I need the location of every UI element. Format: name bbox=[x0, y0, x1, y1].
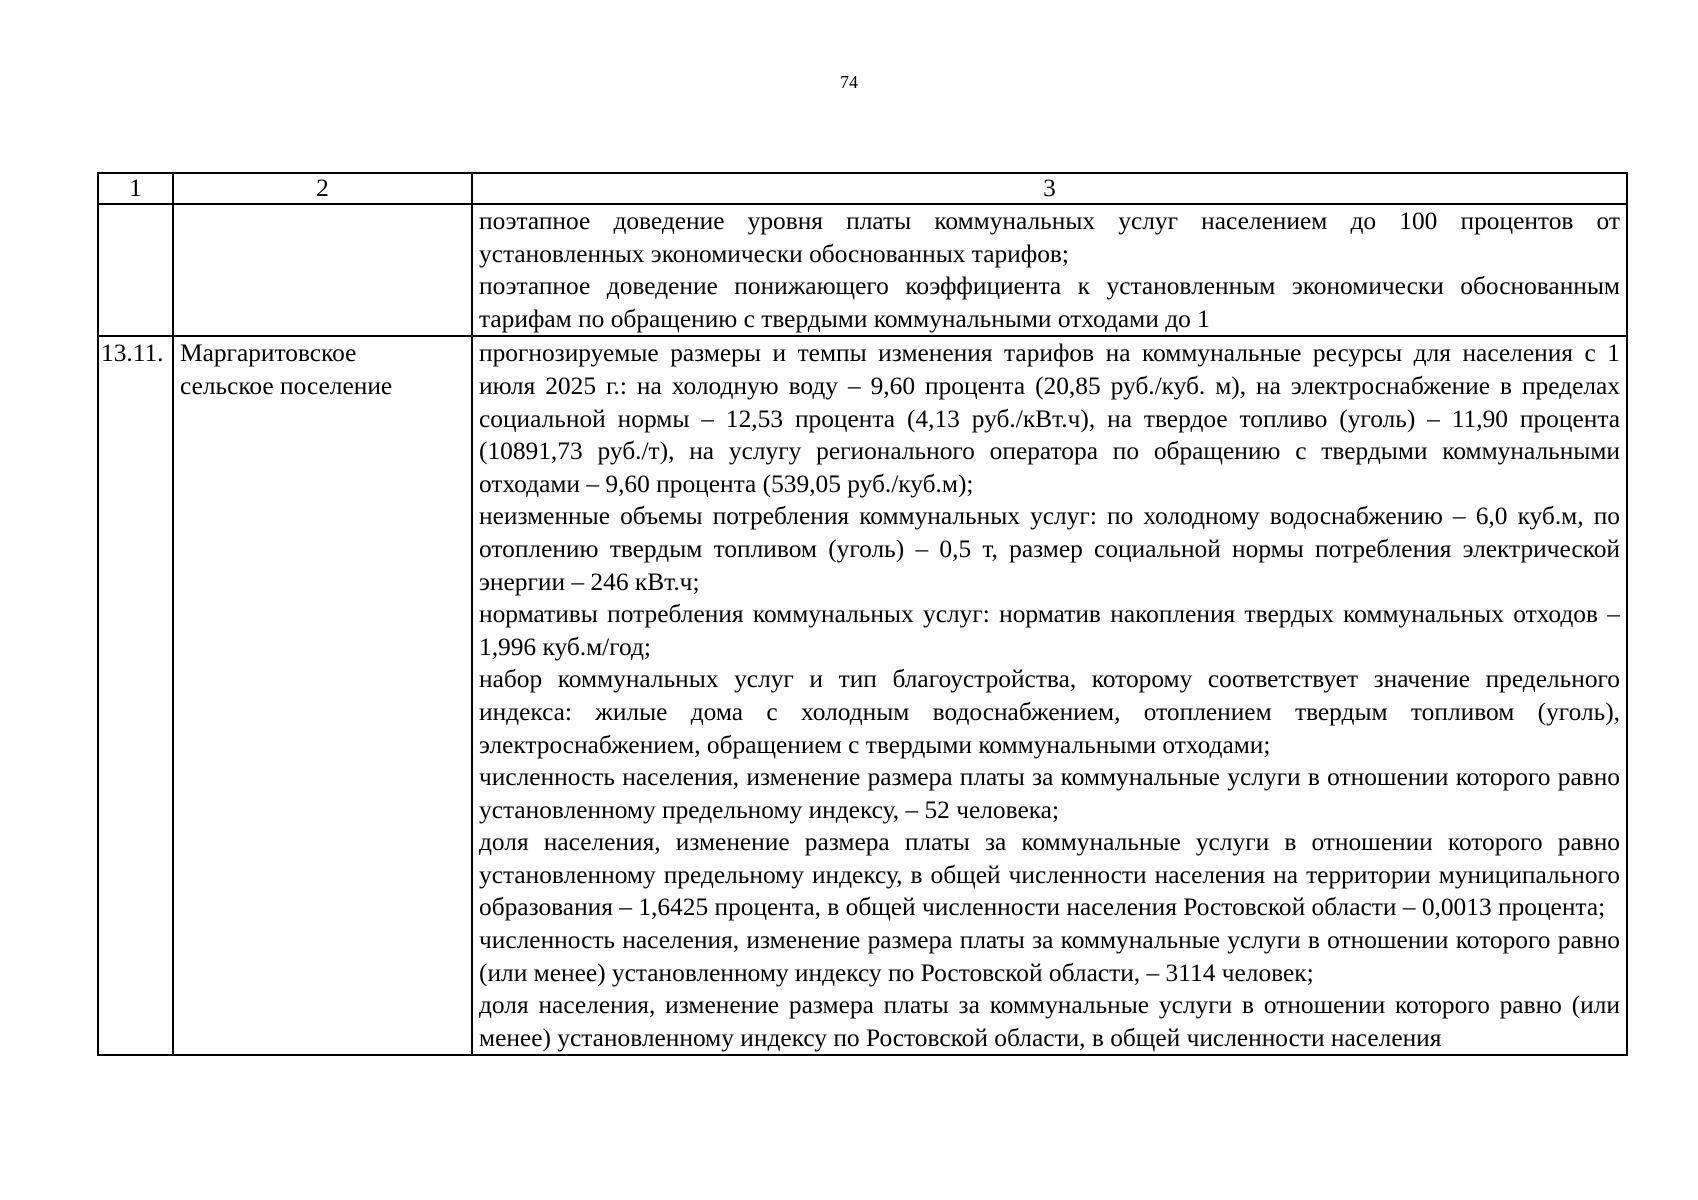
entry-paragraph-4: набор коммунальных услуг и тип благоустройства, которому соответствует значение предельного индекса: жилые дома с холодным водоснабжением, отоплением твердым топливом (уголь), электроснабжением, обращением с твердыми коммунальными отходами; bbox=[479, 665, 1620, 759]
entry-content-cell bbox=[472, 336, 1627, 1055]
entry-paragraph-1: прогнозируемые размеры и темпы изменения тарифов на коммунальные ресурсы для населения с 1 июля 2025 г.: на холодную воду – 9,60 процента (20,85 руб./куб. м), на электроснабжение в пределах социальной нормы – 12,53 процента (4,13 руб./кВт.ч), на твердое топливо (уголь) – 11,90 процента (10891,73 руб./т), на услугу регионального оператора по обращению с твердыми коммунальными отходами – 9,60 процента (539,05 руб./куб.м); bbox=[479, 339, 1620, 498]
entry-paragraph-8: доля населения, изменение размера платы за коммунальные услуги в отношении которого равно (или менее) установленному индексу по Ростовской области, в общей численности населения bbox=[479, 991, 1620, 1052]
entry-paragraph-3: нормативы потребления коммунальных услуг: норматив накопления твердых коммунальных отходов – 1,996 куб.м/год; bbox=[479, 600, 1620, 661]
continuation-paragraph-2: поэтапное доведение понижающего коэффициента к установленным экономически обоснованным тарифам по обращению с твердыми коммунальными отходами до 1 bbox=[479, 272, 1620, 333]
entry-name-line-2: сельское поселение bbox=[180, 371, 393, 400]
document-table bbox=[97, 172, 1628, 1056]
entry-paragraph-6: доля населения, изменение размера платы за коммунальные услуги в отношении которого равно установленному предельному индексу, в общей численности населения на территории муниципального образования – 1,6425 процента, в общей численности населения Ростовской области – 0,0013 процента; bbox=[479, 828, 1620, 922]
entry-name-cell bbox=[173, 336, 472, 1055]
continuation-name-cell bbox=[173, 204, 472, 336]
continuation-paragraph-1: поэтапное доведение уровня платы коммунальных услуг населением до 100 процентов от установленных экономически обоснованных тарифов; bbox=[479, 207, 1620, 268]
entry-paragraph-5: численность населения, изменение размера платы за коммунальные услуги в отношении которого равно установленному предельному индексу, – 52 человека; bbox=[479, 763, 1620, 824]
continuation-row bbox=[98, 204, 1627, 336]
entry-row-13-11 bbox=[98, 336, 1627, 1055]
entry-paragraph-7: численность населения, изменение размера платы за коммунальные услуги в отношении которого равно (или менее) установленному индексу по Ростовской области, – 3114 человек; bbox=[479, 926, 1620, 987]
entry-paragraph-2: неизменные объемы потребления коммунальных услуг: по холодному водоснабжению – 6,0 куб.м, по отоплению твердым топливом (уголь) – 0,5 т, размер социальной нормы потребления электрической энергии – 246 кВт.ч; bbox=[479, 502, 1620, 596]
header-cell-2: 2 bbox=[173, 173, 472, 204]
header-cell-3: 3 bbox=[472, 173, 1627, 204]
page-number: 74 bbox=[840, 72, 858, 92]
entry-number-cell: 13.11. bbox=[98, 336, 173, 1055]
continuation-number-cell bbox=[98, 204, 173, 336]
header-cell-1: 1 bbox=[98, 173, 173, 204]
continuation-content-cell bbox=[472, 204, 1627, 336]
entry-name-line-1: Маргаритовское bbox=[180, 339, 357, 368]
table-header-row bbox=[98, 173, 1627, 204]
